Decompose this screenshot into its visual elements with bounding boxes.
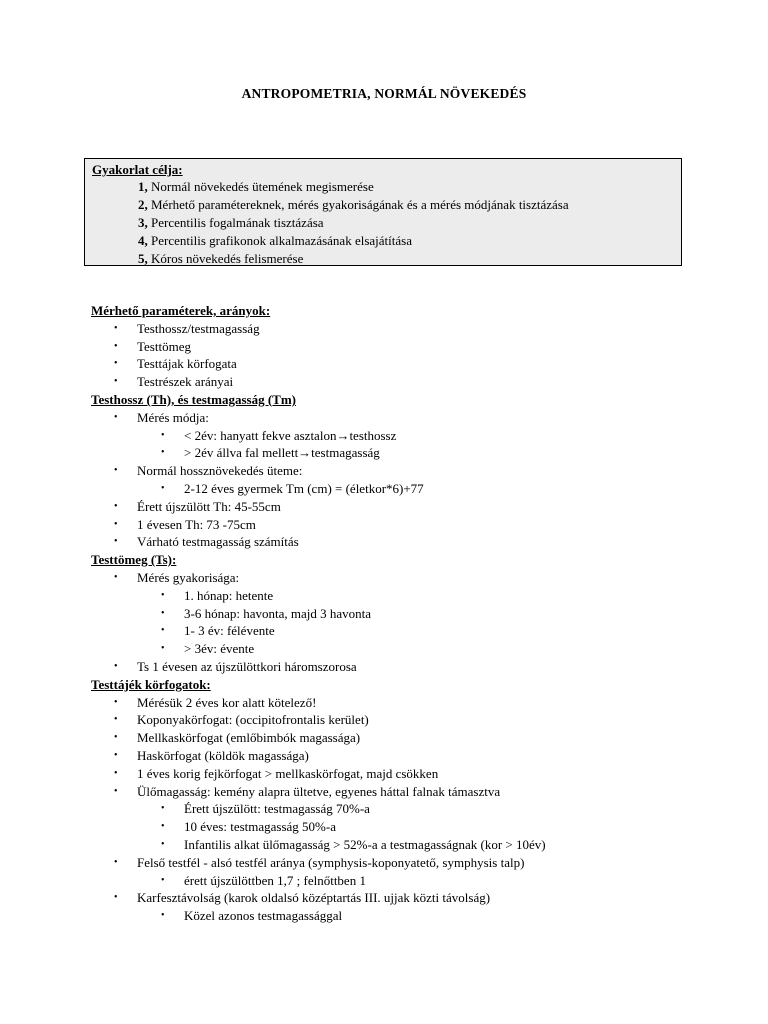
bullet-icon: • <box>114 571 118 583</box>
list-item <box>91 409 711 427</box>
list-item-text: Mellkaskörfogat (emlőbimbók magassága) <box>137 730 361 746</box>
list-item-text: 1- 3 év: félévente <box>184 623 275 639</box>
sub-list-item <box>91 427 711 445</box>
goal-text: Kóros növekedés felismerése <box>147 251 304 266</box>
page-title: ANTROPOMETRIA, NORMÁL NÖVEKEDÉS <box>241 86 527 101</box>
list-item <box>91 373 711 391</box>
goal-number: 5, <box>138 251 148 266</box>
list-item-text: Normál hossznövekedés üteme: <box>137 463 303 479</box>
list-item-text: 3-6 hónap: havonta, majd 3 havonta <box>184 605 372 621</box>
list-item <box>91 889 711 907</box>
bullet-icon: • <box>114 376 118 388</box>
goal-text: Normál növekedés ütemének megismerése <box>147 179 374 194</box>
list-item-text: Mérés módja: <box>137 409 209 425</box>
bullet-icon: • <box>114 892 118 904</box>
sub-list-item <box>91 587 711 605</box>
bullet-icon: • <box>114 322 118 334</box>
sub-list-item <box>91 907 711 925</box>
list-item-text: Mérés gyakorisága: <box>137 569 240 585</box>
sub-list-item <box>91 800 711 818</box>
bullet-icon: • <box>114 732 118 744</box>
bullet-icon: • <box>114 660 118 672</box>
sub-list-item <box>91 480 711 498</box>
list-item <box>91 747 711 765</box>
bullet-icon: • <box>114 465 118 477</box>
list-item-text: > 2év állva fal mellett→testmagasság <box>184 445 380 461</box>
bullet-icon: • <box>161 429 165 441</box>
bullet-icon: • <box>114 714 118 726</box>
bullet-icon: • <box>161 874 165 886</box>
goal-text: Mérhető paramétereknek, mérés gyakoriságának és a mérés módjának tisztázása <box>147 197 569 212</box>
section-heading: Mérhető paraméterek, arányok: <box>91 303 271 318</box>
goal-item <box>92 178 674 196</box>
sub-list-item <box>91 605 711 623</box>
bullet-icon: • <box>114 767 118 779</box>
list-item-text: Haskörfogat (köldök magassága) <box>137 747 309 763</box>
list-item <box>91 462 711 480</box>
goal-item <box>92 250 674 268</box>
bullet-icon: • <box>114 500 118 512</box>
sub-list-item <box>91 836 711 854</box>
list-item <box>91 516 711 534</box>
bullet-icon: • <box>114 536 118 548</box>
bullet-icon: • <box>114 358 118 370</box>
goal-number: 3, <box>138 215 148 230</box>
list-item <box>91 729 711 747</box>
list-item <box>91 569 711 587</box>
bullet-icon: • <box>114 518 118 530</box>
list-item-text: Mérésük 2 éves kor alatt kötelező! <box>137 694 317 710</box>
bullet-icon: • <box>114 856 118 868</box>
list-item <box>91 320 711 338</box>
sub-list-item <box>91 622 711 640</box>
goal-item <box>92 232 674 250</box>
bullet-icon: • <box>161 821 165 833</box>
bullet-icon: • <box>161 625 165 637</box>
bullet-icon: • <box>161 803 165 815</box>
document-body <box>91 302 711 925</box>
list-item <box>91 694 711 712</box>
goal-number: 2, <box>138 197 148 212</box>
list-item-text: Testtájak körfogata <box>137 356 237 372</box>
list-item-text: Infantilis alkat ülőmagasság > 52%-a a testmagasságnak (kor > 10év) <box>184 836 546 852</box>
bullet-icon: • <box>114 411 118 423</box>
goal-text: Percentilis grafikonok alkalmazásának elsajátítása <box>147 233 412 248</box>
list-item-text: 1. hónap: hetente <box>184 587 274 603</box>
list-item <box>91 498 711 516</box>
list-item <box>91 533 711 551</box>
bullet-icon: • <box>114 785 118 797</box>
bullet-icon: • <box>161 482 165 494</box>
bullet-icon: • <box>114 749 118 761</box>
bullet-icon: • <box>161 910 165 922</box>
list-item <box>91 658 711 676</box>
sub-list-item <box>91 444 711 462</box>
list-item <box>91 854 711 872</box>
bullet-icon: • <box>161 607 165 619</box>
list-item-text: Ülőmagasság: kemény alapra ültetve, egyenes háttal falnak támasztva <box>137 783 501 799</box>
goals-box <box>84 158 682 266</box>
bullet-icon: • <box>161 447 165 459</box>
bullet-icon: • <box>161 838 165 850</box>
list-item <box>91 783 711 801</box>
list-item-text: Testhossz/testmagasság <box>137 320 260 336</box>
list-item-text: Ts 1 évesen az újszülöttkori háromszorosa <box>137 658 357 674</box>
goal-item <box>92 196 674 214</box>
list-item-text: > 3év: évente <box>184 641 255 657</box>
list-item <box>91 711 711 729</box>
bullet-icon: • <box>114 696 118 708</box>
sub-list-item <box>91 818 711 836</box>
list-item-text: Közel azonos testmagassággal <box>184 908 343 924</box>
list-item-text: Koponyakörfogat: (occipitofrontalis kerület) <box>137 712 369 728</box>
goal-text: Percentilis fogalmának tisztázása <box>147 215 324 230</box>
list-item-text: Érett újszülött: testmagasság 70%-a <box>184 801 370 817</box>
sub-list-item <box>91 640 711 658</box>
sub-list-item <box>91 872 711 890</box>
section-heading: Testtájék körfogatok: <box>91 676 211 692</box>
bullet-icon: • <box>114 340 118 352</box>
section-heading: Testhossz (Th), és testmagasság (Tm) <box>91 391 296 407</box>
list-item-text: Karfesztávolság (karok oldalsó középtartás III. ujjak közti távolság) <box>137 890 491 906</box>
list-item-text: érett újszülöttben 1,7 ; felnőttben 1 <box>184 872 366 888</box>
goal-number: 1, <box>138 179 148 194</box>
list-item <box>91 355 711 373</box>
list-item-text: Testrészek arányai <box>137 374 234 390</box>
bullet-icon: • <box>161 643 165 655</box>
list-item <box>91 338 711 356</box>
list-item-text: 2-12 éves gyermek Tm (cm) = (életkor*6)+77 <box>184 480 424 496</box>
list-item-text: 1 éves korig fejkörfogat > mellkaskörfogat, majd csökken <box>137 765 439 781</box>
list-item-text: < 2év: hanyatt fekve asztalon→testhossz <box>184 427 397 443</box>
list-item-text: Várható testmagasság számítás <box>137 534 299 550</box>
goal-item <box>92 214 674 232</box>
list-item-text: Testtömeg <box>137 338 191 354</box>
list-item <box>91 765 711 783</box>
list-item-text: 10 éves: testmagasság 50%-a <box>184 819 336 835</box>
list-item-text: 1 évesen Th: 73 -75cm <box>137 516 256 532</box>
goal-number: 4, <box>138 233 148 248</box>
bullet-icon: • <box>161 589 165 601</box>
goals-heading: Gyakorlat célja: <box>92 162 183 177</box>
section-heading: Testtömeg (Ts): <box>91 552 177 568</box>
list-item-text: Érett újszülött Th: 45-55cm <box>137 498 281 514</box>
list-item-text: Felső testfél - alsó testfél aránya (symphysis-koponyatető, symphysis talp) <box>137 854 525 870</box>
